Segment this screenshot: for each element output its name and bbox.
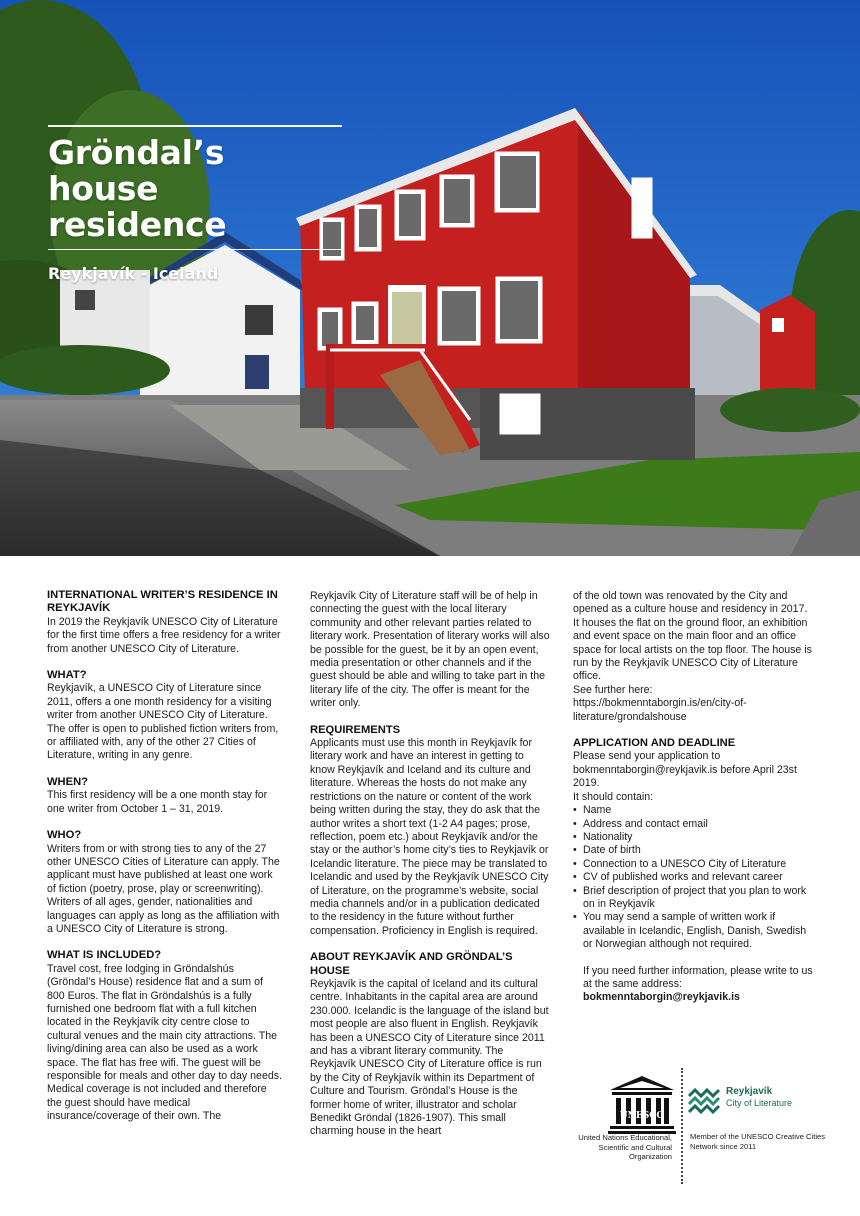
list-item: • CV of published works and relevant career	[583, 871, 813, 884]
title-top-rule	[48, 125, 342, 127]
reykjavik-logo-name: Reykjavík	[726, 1086, 773, 1097]
unesco-caption: United Nations Educational, Scientific and Cultural Organization	[578, 1133, 672, 1162]
column-3	[573, 590, 813, 1005]
text-who: Writers from or with strong ties to any of the 27 other UNESCO Cities of Literature can apply. The applicant must have published at least one work of fiction (poetry, prose, play or screenwriting). Writers of all ages, gender, nationalities and languages can apply as long as the affiliation with a UNESCO City of Literature is strong.	[47, 842, 280, 935]
text-when: This first residency will be a one month stay for one writer from October 1 – 31, 2019.	[47, 789, 268, 815]
title-line-2: residence	[48, 204, 227, 244]
text-residence: In 2019 the Reykjavík UNESCO City of Literature for the first time offers a free residency for a writer from another UNESCO City of Literature.	[47, 615, 281, 655]
column-2	[310, 590, 550, 1139]
heading-what: WHAT?	[47, 669, 87, 682]
text-what: Reykjavík, a UNESCO City of Literature since 2011, offers a one month residency for a visiting writer from another UNESCO City of Literature. The offer is open to published fiction writers from, or affiliated with, any of the other 27 Cities of Literature, writing in any genre.	[47, 682, 279, 762]
text-old-town: of the old town was renovated by the City and opened as a culture house and residency in 2017. It houses the flat on the ground floor, an exhibition and event space on the main floor and an office space for local artists on the top floor. The house is run by the Reykjavík UNESCO City of Literature office.	[573, 590, 812, 683]
heading-application: APPLICATION AND DEADLINE	[573, 737, 736, 750]
list-item: • Name	[583, 804, 813, 817]
contact-email-link[interactable]: bokmenntaborgin@reykjavik.is	[583, 991, 740, 1004]
list-item: • Address and contact email	[583, 818, 813, 831]
title-line-1: Gröndal’s house	[48, 132, 225, 208]
list-item: • Brief description of project that you plan to work on in Reykjavík	[583, 885, 813, 912]
text-included: Travel cost, free lodging in Gröndalshús (Gröndal’s House) residence flat and a sum of 800 Euros. The flat in Gröndalshús is a fully furnished one bedroom flat with a full kitchen located in the Reykjavík city centre close to cultural venues and the main city attractions. The living/dining area can also be used as a work space. The flat has free wifi. The guest will be responsible for meals and other day to day needs. Medical coverage is not included and therefore the guest should have medical insurance/coverage of their own. The	[47, 962, 282, 1123]
heading-when: WHEN?	[47, 775, 89, 788]
text-should-contain: It should contain:	[573, 790, 654, 803]
heading-who: WHO?	[47, 829, 82, 842]
reykjavik-logo-subtitle: City of Literature	[726, 1098, 793, 1108]
page-title	[48, 132, 342, 244]
text-requirements: Applicants must use this month in Reykjavík for literary work and have an interest in getting to know Reykjavík and Iceland and its culture and literature. Whereas the hosts do not make any restrictions on the nature or content of the work being written during the stay, they do ask that the author writes a short text (1-2 A4 pages; prose, reflection, poem etc.) about Reykjavík and/or the stay or the author’s home city’s ties to Reykjavík or Icelandic literature. The piece may be translated to Icelandic and used by the Reykjavík UNESCO City of Literature, on the programme’s website, social media channels and/or in a publication dedicated to the residency in the future without further compensation. Proficiency in English is required.	[310, 737, 549, 937]
hero-title-block	[48, 125, 342, 283]
list-item: • Nationality	[583, 831, 813, 844]
footer-logos	[560, 1062, 830, 1192]
link-further-info[interactable]: See further here: https://bokmenntaborgin.is/en/city-of-literature/grondalshouse	[573, 683, 747, 723]
heading-residence: INTERNATIONAL WRITER’S RESIDENCE IN REYKJAVÍK	[47, 589, 278, 615]
heading-about: ABOUT REYKJAVÍK AND GRÖNDAL’S HOUSE	[310, 951, 513, 977]
requirements-list	[573, 804, 813, 951]
text-further-information: If you need further information, please write to us at the same address:	[583, 964, 813, 990]
hero-photo	[0, 0, 860, 556]
text-staff-help: Reykjavík City of Literature staff will be of help in connecting the guest with the local literary community and other relevant parties related to literary work. Presentation of literary works will also be possible for the guest, be it by an open event, media presentation or other channels and if the guest should be able and willing to take part in the literary life of the city. The offer is meant for the writer only.	[310, 590, 550, 710]
logo-divider	[681, 1068, 683, 1184]
column-1	[47, 589, 283, 1124]
heading-requirements: REQUIREMENTS	[310, 723, 401, 736]
network-caption: Member of the UNESCO Creative Cities Network since 2011	[690, 1132, 826, 1151]
text-about: Reykjavík is the capital of Iceland and its cultural centre. Inhabitants in the capital area are around 230.000. Icelandic is the language of the island but most people are also fluent in English. Reykjavík has been a UNESCO City of Literature since 2011 and has a vibrant literary community. The Reykjavík UNESCO City of Literature office is run by the City of Reykjavík within its Department of Culture and Tourism. Gröndal’s House is the former home of writer, illustrator and scholar Benedikt Gröndal (1826-1907). This small charming house in the heart	[310, 977, 549, 1138]
heading-included: WHAT IS INCLUDED?	[47, 949, 162, 962]
list-item: • You may send a sample of written work if available in Icelandic, English, Danish, Swedish or Norwegian although not required.	[583, 911, 813, 951]
unesco-wordmark: UNESCO	[619, 1111, 665, 1121]
unesco-temple-logo	[608, 1074, 676, 1134]
list-item: • Date of birth	[583, 844, 813, 857]
reykjavik-wave-icon	[688, 1086, 722, 1116]
page-subtitle: Reykjavík - Iceland	[48, 264, 219, 283]
title-bottom-rule	[48, 249, 342, 251]
text-application: Please send your application to bokmenntaborgin@reykjavik.is before April 23st 2019.	[573, 750, 797, 790]
list-item: • Connection to a UNESCO City of Literature	[583, 858, 813, 871]
